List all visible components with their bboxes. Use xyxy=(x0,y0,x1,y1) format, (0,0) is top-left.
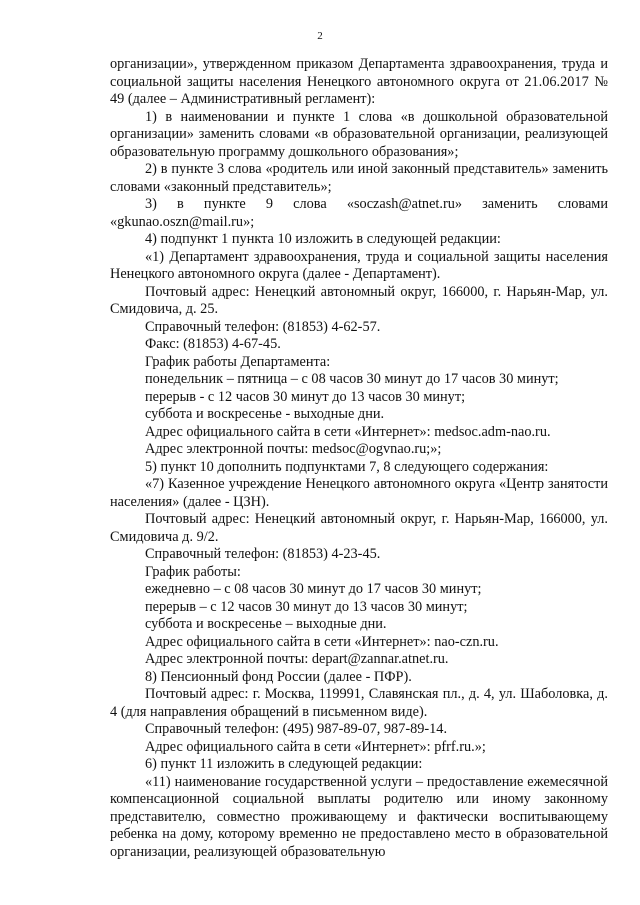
paragraph-czn: «7) Казенное учреждение Ненецкого автономного округа «Центр занятости населения» (далее - ЦЗН). xyxy=(110,476,608,510)
document-body xyxy=(110,56,608,861)
paragraph-pfr-website: Адрес официального сайта в сети «Интернет»: pfrf.ru.»; xyxy=(145,738,486,755)
paragraph-item-6: 6) пункт 11 изложить в следующей редакции: xyxy=(145,756,423,772)
paragraph-czn-schedule-title: График работы: xyxy=(145,563,241,580)
paragraph-item-4: 4) подпункт 1 пункта 10 изложить в следующей редакции: xyxy=(145,231,501,247)
paragraph-item-1: 1) в наименовании и пункте 1 слова «в дошкольной образовательной организации» заменить словами «в образовательной организации, реализующей образовательную программу дошкольного образования»; xyxy=(110,108,608,160)
paragraph-czn-weekend: суббота и воскресенье – выходные дни. xyxy=(145,616,387,632)
paragraph-czn-break: перерыв – с 12 часов 30 минут до 13 часов 30 минут; xyxy=(145,598,468,615)
paragraph-department: «1) Департамент здравоохранения, труда и социальной защиты населения Ненецкого автономного округа (далее - Департамент). xyxy=(110,248,608,282)
paragraph-item-3: 3) в пункте 9 слова «soczash@atnet.ru» заменить словами «gkunao.oszn@mail.ru»; xyxy=(110,196,608,230)
paragraph-czn-address: Почтовый адрес: Ненецкий автономный округ, г. Нарьян-Мар, 166000, ул. Смидовича д. 9/2. xyxy=(110,511,608,545)
paragraph-department-phone: Справочный телефон: (81853) 4-62-57. xyxy=(145,318,381,335)
paragraph-department-weekdays: понедельник – пятница – с 08 часов 30 минут до 17 часов 30 минут; xyxy=(145,371,559,387)
paragraph-czn-email: Адрес электронной почты: depart@zannar.atnet.ru. xyxy=(145,651,449,667)
paragraph-service-name: «11) наименование государственной услуги – предоставление ежемесячной компенсационной социальной выплаты родителю или иному законному представителю, совместно проживающему и фактически воспитывающему ребенка на дому, которому временно не предоставлено место в образовательной организации, реализующей образовательную xyxy=(110,773,608,860)
paragraph-czn-website: Адрес официального сайта в сети «Интернет»: nao-czn.ru. xyxy=(145,633,499,650)
paragraph-pfr-phone: Справочный телефон: (495) 987-89-07, 987-89-14. xyxy=(145,721,448,737)
paragraph-czn-daily: ежедневно – с 08 часов 30 минут до 17 часов 30 минут; xyxy=(145,581,482,597)
paragraph-department-website: Адрес официального сайта в сети «Интернет»: medsoc.adm-nao.ru. xyxy=(145,423,551,440)
paragraph-department-address: Почтовый адрес: Ненецкий автономный округ, 166000, г. Нарьян-Мар, ул. Смидовича, д. 25. xyxy=(110,283,608,317)
paragraph-item-5: 5) пункт 10 дополнить подпунктами 7, 8 следующего содержания: xyxy=(145,458,549,475)
paragraph-department-email: Адрес электронной почты: medsoc@ogvnao.ru;»; xyxy=(145,441,442,457)
paragraph-czn-phone: Справочный телефон: (81853) 4-23-45. xyxy=(145,546,381,562)
paragraph-department-schedule-title: График работы Департамента: xyxy=(145,353,331,370)
paragraph-department-fax: Факс: (81853) 4-67-45. xyxy=(145,336,281,352)
paragraph-pfr: 8) Пенсионный фонд России (далее - ПФР). xyxy=(145,668,412,685)
page-number: 2 xyxy=(317,30,323,42)
paragraph-item-2: 2) в пункте 3 слова «родитель или иной законный представитель» заменить словами «законный представитель»; xyxy=(110,161,608,195)
paragraph-department-weekend: суббота и воскресенье - выходные дни. xyxy=(145,406,385,422)
paragraph-intro: организации», утвержденном приказом Департамента здравоохранения, труда и социальной защиты населения Ненецкого автономного округа от 21.06.2017 № 49 (далее – Административный регламент): xyxy=(110,56,608,107)
paragraph-pfr-address: Почтовый адрес: г. Москва, 119991, Славянская пл., д. 4, ул. Шаболовка, д. 4 (для направления обращений в письменном виде). xyxy=(110,686,608,720)
paragraph-department-break: перерыв - с 12 часов 30 минут до 13 часов 30 минут; xyxy=(145,388,466,405)
